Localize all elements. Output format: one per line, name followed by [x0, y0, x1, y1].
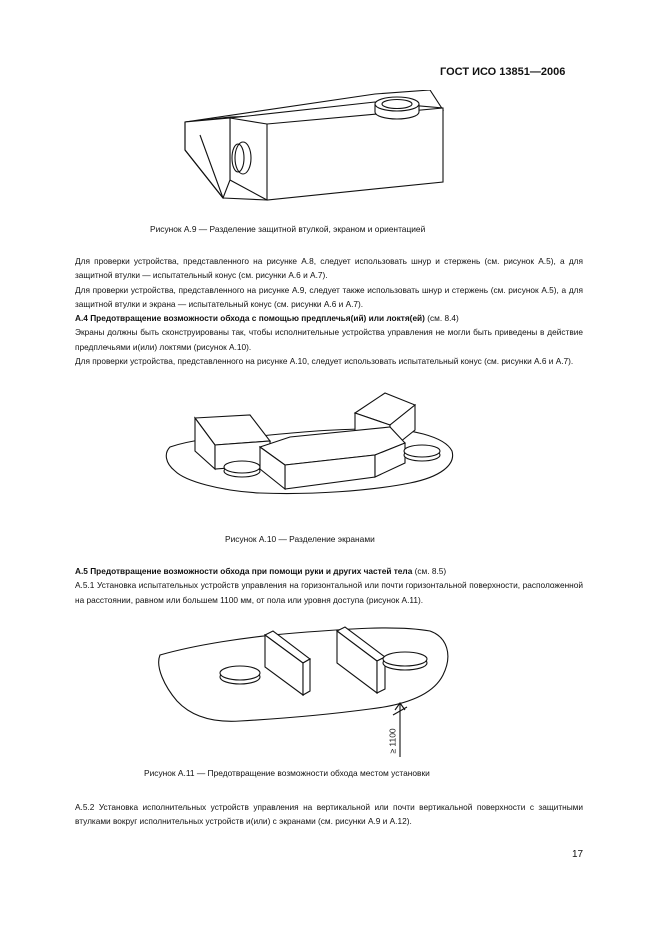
figure-a11-caption: Рисунок А.11 — Предотвращение возможности обхода местом установки — [144, 768, 430, 778]
figure-a10-caption: Рисунок А.10 — Разделение экранами — [225, 534, 375, 544]
paragraph: А.5.2 Установка исполнительных устройств управления на вертикальной или почти вертикальной поверхности с защитными втулками вокруг исполнительных устройств и(или) с экранами (см. рисунки А.9 и А.12). — [75, 802, 583, 827]
section-a4-heading — [75, 311, 583, 325]
dimension-label: ≥ 1100 — [387, 728, 398, 754]
paragraph: Экраны должны быть сконструированы так, чтобы исполнительные устройства управления не могли быть приведены в действие предплечьями и(или) локтями (рисунок А.10). — [75, 327, 583, 352]
section-ref: (см. 8.5) — [412, 566, 447, 576]
page-number: 17 — [572, 849, 584, 860]
figure-a9-caption: Рисунок А.9 — Разделение защитной втулкой, экраном и ориентацией — [150, 224, 426, 234]
text-block-2 — [75, 564, 583, 607]
text-block-1 — [75, 254, 583, 368]
figure-a11-drawing — [155, 615, 465, 760]
paragraph: Для проверки устройства, представленного на рисунке А.10, следует использовать испытательный конус (см. рисунки А.6 и А.7). — [75, 356, 574, 367]
paragraph: Для проверки устройства, представленного на рисунке А.9, следует также использовать шнур и стержень (см. рисунок А.5), а для защитной втулки и экрана — испытательный конус (см. рисунки А.6 и А.7). — [75, 284, 583, 309]
document-header: ГОСТ ИСО 13851—2006 — [440, 66, 566, 78]
section-heading-text: А.5 Предотвращение возможности обхода при помощи руки и других частей тела — [75, 566, 413, 576]
section-ref: (см. 8.4) — [424, 313, 459, 324]
figure-a9-drawing — [175, 90, 455, 210]
paragraph: А.5.1 Установка испытательных устройств управления на горизонтальной или почти горизонтальной поверхности, расположенной на расстоянии, равном или большем 1100 мм, от пола или уровня доступа (рисунок А.11). — [75, 580, 583, 605]
section-heading-text: А.4 Предотвращение возможности обхода с помощью предплечья(ий) или локтя(ей) — [75, 313, 425, 324]
dimension-label-box — [386, 722, 416, 762]
figure-a10-drawing — [160, 385, 460, 505]
paragraph: Для проверки устройства, представленного на рисунке А.8, следует использовать шнур и стержень (см. рисунок А.5), а для защитной втулки — испытательный конус (см. рисунки А.6 и А.7). — [75, 256, 583, 281]
section-a5-heading — [75, 564, 583, 578]
text-block-3 — [75, 800, 583, 829]
